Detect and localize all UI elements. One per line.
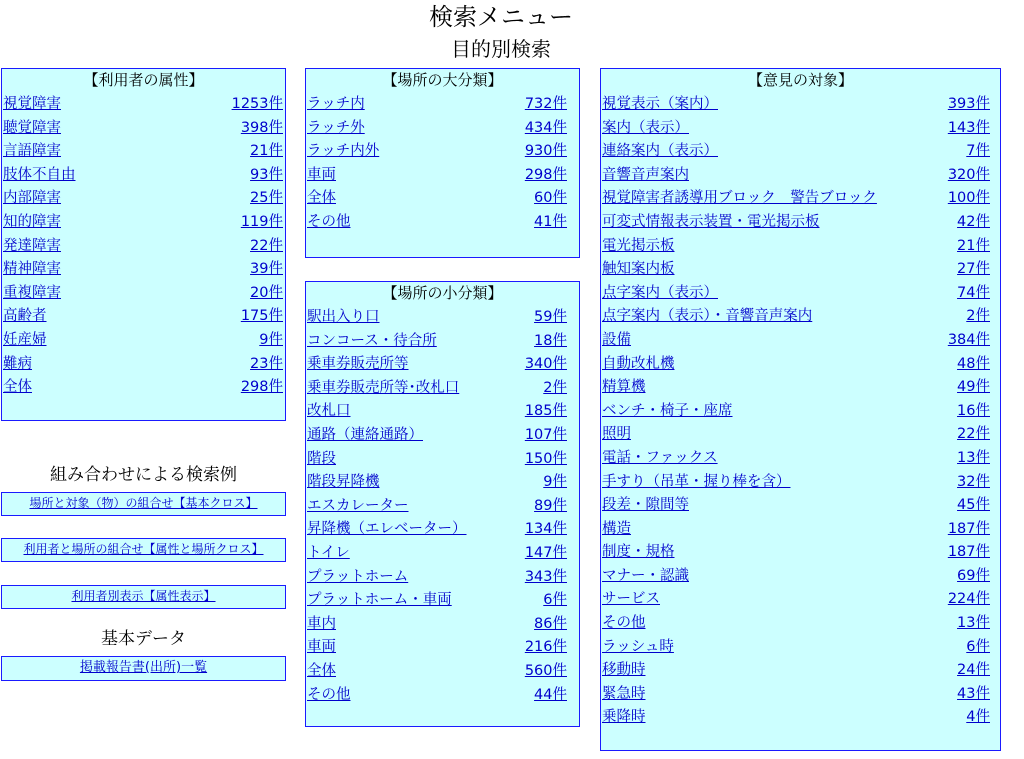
opinion-row	[602, 659, 990, 683]
place-minor-row-link[interactable]: 駅出入り口	[307, 309, 380, 325]
place-minor-row-count[interactable]: 147件	[524, 544, 567, 561]
attribute-row	[3, 353, 283, 377]
attribute-row	[3, 305, 283, 329]
place-minor-row	[307, 400, 567, 424]
opinion-row	[602, 518, 990, 542]
place-minor-row	[307, 495, 567, 519]
place-minor-row-count[interactable]: 2件	[543, 379, 567, 396]
opinion-row	[602, 235, 990, 259]
place-major-row-link[interactable]: その他	[307, 213, 351, 230]
attribute-row	[3, 282, 283, 306]
attribute-row-count[interactable]: 39件	[250, 261, 283, 278]
place-minor-row	[307, 377, 567, 401]
opinion-row-link[interactable]: 可変式情報表示装置・電光掲示板	[602, 213, 820, 230]
report-list-link[interactable]	[1, 656, 286, 681]
attribute-row-count[interactable]: 9件	[259, 331, 283, 348]
place-minor-row	[307, 613, 567, 637]
opinion-row-link[interactable]: 移動時	[602, 662, 646, 679]
attributes-panel	[1, 68, 286, 421]
page-subtitle: 目的別検索	[451, 37, 551, 61]
attribute-row-count[interactable]: 1253件	[231, 96, 283, 112]
opinion-row	[602, 588, 990, 612]
opinion-row	[602, 282, 990, 306]
opinion-row-count[interactable]: 224件	[947, 591, 990, 608]
place-major-row-link[interactable]: ラッチ外	[307, 119, 365, 136]
examples-heading: 組み合わせによる検索例	[50, 465, 237, 485]
attribute-row-link[interactable]: 言語障害	[3, 143, 61, 160]
opinion-row-link[interactable]: 視覚障害者誘導用ブロック 警告ブロック	[602, 190, 877, 207]
example-link-attribute-display[interactable]	[1, 585, 286, 609]
place-minor-row-link[interactable]: 通路（連絡通路）	[307, 426, 423, 443]
place-minor-row	[307, 589, 567, 613]
opinion-row-link[interactable]: 点字案内（表示）	[602, 284, 718, 301]
place-minor-row-link[interactable]: その他	[307, 686, 351, 703]
opinion-row-count[interactable]: 100件	[947, 190, 990, 207]
opinion-heading: 【意見の対象】	[747, 71, 853, 89]
place-minor-row	[307, 424, 567, 448]
report-list-link-text[interactable]: 掲載報告書(出所)一覧	[79, 660, 208, 675]
opinion-list	[602, 93, 990, 730]
opinion-row-link[interactable]: 電光掲示板	[602, 237, 675, 254]
opinion-row-count[interactable]: 21件	[957, 237, 990, 254]
opinion-row-count[interactable]: 13件	[957, 615, 990, 632]
place-minor-row-link[interactable]: 昇降機（エレベーター）	[307, 521, 467, 538]
place-minor-row-count[interactable]: 134件	[524, 521, 567, 538]
opinion-row-count[interactable]: 393件	[947, 96, 990, 112]
opinion-row-count[interactable]: 7件	[966, 143, 990, 160]
place-minor-row	[307, 306, 567, 330]
place-minor-row-count[interactable]: 150件	[524, 450, 567, 467]
opinion-row-count[interactable]: 42件	[957, 213, 990, 230]
place-major-row	[307, 140, 567, 164]
attribute-row	[3, 235, 283, 259]
place-minor-panel	[305, 281, 580, 727]
place-minor-row-count[interactable]: 89件	[534, 497, 567, 514]
opinion-row-count[interactable]: 4件	[966, 709, 990, 726]
place-major-row-count[interactable]: 298件	[524, 166, 567, 183]
opinion-row-count[interactable]: 143件	[947, 119, 990, 136]
opinion-row-link[interactable]: 視覚表示（案内）	[602, 96, 718, 112]
opinion-row-link[interactable]: 制度・規格	[602, 544, 675, 561]
opinion-row	[602, 164, 990, 188]
opinion-row	[602, 471, 990, 495]
place-major-row	[307, 164, 567, 188]
place-major-row-count[interactable]: 434件	[524, 119, 567, 136]
place-minor-row-count[interactable]: 340件	[524, 356, 567, 373]
example-link-basic-cross[interactable]	[1, 492, 286, 516]
opinion-row	[602, 636, 990, 660]
opinion-row	[602, 683, 990, 707]
opinion-row	[602, 423, 990, 447]
attribute-row-count[interactable]: 398件	[240, 119, 283, 136]
place-minor-row-link[interactable]: 改札口	[307, 403, 351, 420]
opinion-row-count[interactable]: 45件	[957, 497, 990, 514]
attribute-row	[3, 117, 283, 141]
place-minor-row-count[interactable]: 86件	[534, 615, 567, 632]
attribute-row-count[interactable]: 25件	[250, 190, 283, 207]
opinion-row-link[interactable]: 緊急時	[602, 685, 646, 702]
opinion-row-link[interactable]: 触知案内板	[602, 261, 675, 278]
attribute-row-count[interactable]: 93件	[250, 166, 283, 183]
place-minor-row	[307, 471, 567, 495]
place-major-row	[307, 93, 567, 117]
opinion-row-link[interactable]: 電話・ファックス	[602, 449, 718, 466]
attribute-row-count[interactable]: 21件	[250, 143, 283, 160]
place-minor-row-count[interactable]: 185件	[524, 403, 567, 420]
place-major-row	[307, 117, 567, 141]
opinion-row-link[interactable]: マナー・認識	[602, 567, 689, 584]
opinion-row	[602, 187, 990, 211]
opinion-row-count[interactable]: 6件	[966, 638, 990, 655]
opinion-row	[602, 447, 990, 471]
attribute-row-link[interactable]: 妊産婦	[3, 331, 47, 348]
attribute-row	[3, 140, 283, 164]
place-minor-row-link[interactable]: 階段昇降機	[307, 474, 380, 491]
attribute-row	[3, 376, 283, 400]
opinion-row-link[interactable]: 案内（表示）	[602, 119, 689, 136]
place-major-row-link[interactable]: 車両	[307, 166, 336, 183]
basic-data-heading: 基本データ	[101, 629, 186, 649]
opinion-row	[602, 706, 990, 730]
opinion-row-count[interactable]: 69件	[957, 567, 990, 584]
opinion-row	[602, 140, 990, 164]
opinion-row-count[interactable]: 13件	[957, 449, 990, 466]
attribute-row-count[interactable]: 23件	[250, 355, 283, 372]
place-minor-row-count[interactable]: 343件	[524, 568, 567, 585]
place-minor-row-count[interactable]: 216件	[524, 639, 567, 656]
place-minor-list	[307, 306, 567, 707]
opinion-row	[602, 376, 990, 400]
place-major-row-count[interactable]: 732件	[524, 96, 567, 112]
page-title: 検索メニュー	[429, 3, 573, 31]
opinion-row	[602, 612, 990, 636]
place-minor-row-link[interactable]: プラットホーム・車両	[307, 592, 452, 609]
opinion-row	[602, 211, 990, 235]
attribute-row	[3, 164, 283, 188]
opinion-row	[602, 541, 990, 565]
opinion-row	[602, 565, 990, 589]
opinion-row-count[interactable]: 22件	[957, 426, 990, 443]
opinion-row-link[interactable]: 構造	[602, 520, 631, 537]
attribute-row-link[interactable]: 肢体不自由	[3, 166, 76, 183]
attributes-heading: 【利用者の属性】	[83, 71, 204, 89]
opinion-row-count[interactable]: 43件	[957, 685, 990, 702]
opinion-row-count[interactable]: 320件	[947, 166, 990, 183]
place-minor-row-link[interactable]: エスカレーター	[307, 497, 409, 514]
place-minor-row	[307, 636, 567, 660]
opinion-row-link[interactable]: 点字案内（表示）・音響音声案内	[602, 308, 813, 325]
opinion-row	[602, 305, 990, 329]
place-minor-row	[307, 448, 567, 472]
opinion-row-link[interactable]: 照明	[602, 426, 631, 443]
place-minor-row-link[interactable]: 車両	[307, 639, 336, 656]
attribute-row	[3, 258, 283, 282]
place-minor-row	[307, 660, 567, 684]
place-minor-row-count[interactable]: 9件	[543, 474, 567, 491]
attribute-row-link[interactable]: 精神障害	[3, 261, 61, 278]
opinion-row-link[interactable]: サービス	[602, 591, 660, 608]
opinion-row-count[interactable]: 2件	[966, 308, 990, 325]
place-major-panel	[305, 68, 580, 258]
example-link-attribute-place-cross-text[interactable]: 利用者と場所の組合せ【属性と場所クロス】	[23, 542, 264, 556]
place-minor-row-link[interactable]: 全体	[307, 662, 336, 679]
attribute-row-link[interactable]: 全体	[3, 379, 32, 396]
opinion-row	[602, 400, 990, 424]
attribute-row-link[interactable]: 発達障害	[3, 237, 61, 254]
place-minor-row	[307, 330, 567, 354]
opinion-row-link[interactable]: 連絡案内（表示）	[602, 143, 718, 160]
place-major-row	[307, 187, 567, 211]
opinion-row	[602, 353, 990, 377]
attribute-row	[3, 329, 283, 353]
place-major-list	[307, 93, 567, 235]
opinion-row-link[interactable]: 設備	[602, 331, 631, 348]
place-major-row-count[interactable]: 930件	[524, 143, 567, 160]
opinion-row-count[interactable]: 187件	[947, 520, 990, 537]
attribute-row-link[interactable]: 視覚障害	[3, 96, 61, 112]
place-minor-row-count[interactable]: 18件	[534, 332, 567, 349]
opinion-row-count[interactable]: 49件	[957, 379, 990, 396]
opinion-row	[602, 329, 990, 353]
place-minor-row	[307, 353, 567, 377]
attribute-row-count[interactable]: 20件	[250, 284, 283, 301]
attribute-row	[3, 211, 283, 235]
opinion-row-link[interactable]: 音響音声案内	[602, 166, 689, 183]
opinion-row-link[interactable]: ベンチ・椅子・座席	[602, 402, 733, 419]
place-major-row	[307, 211, 567, 235]
place-minor-row-count[interactable]: 560件	[524, 662, 567, 679]
place-minor-row-link[interactable]: 階段	[307, 450, 336, 467]
attribute-row-count[interactable]: 22件	[250, 237, 283, 254]
place-major-row-count[interactable]: 41件	[534, 213, 567, 230]
place-minor-row-link[interactable]: トイレ	[307, 544, 350, 561]
opinion-row-link[interactable]: 手すり（吊革・握り棒を含）	[602, 473, 791, 490]
place-major-row-link[interactable]: ラッチ内外	[307, 143, 380, 160]
attribute-row-link[interactable]: 聴覚障害	[3, 119, 61, 136]
place-minor-row-link[interactable]: プラットホーム	[307, 568, 409, 585]
place-minor-row-link[interactable]: 乗車券販売所等	[307, 356, 409, 373]
opinion-row-count[interactable]: 27件	[957, 261, 990, 278]
place-minor-row-link[interactable]: コンコース・待合所	[307, 332, 437, 349]
place-minor-row	[307, 566, 567, 590]
attribute-row-link[interactable]: 知的障害	[3, 213, 61, 230]
opinion-row-link[interactable]: 精算機	[602, 379, 646, 396]
place-minor-row	[307, 684, 567, 708]
opinion-row-count[interactable]: 16件	[957, 402, 990, 419]
opinion-row	[602, 93, 990, 117]
attribute-row-count[interactable]: 298件	[240, 379, 283, 396]
opinion-row-count[interactable]: 74件	[957, 284, 990, 301]
attribute-row-link[interactable]: 高齢者	[3, 308, 47, 325]
opinion-row-count[interactable]: 48件	[957, 355, 990, 372]
opinion-row-count[interactable]: 32件	[957, 473, 990, 490]
opinion-row-link[interactable]: ラッシュ時	[602, 638, 674, 655]
place-minor-row-link[interactable]: 乗車券販売所等･改札口	[307, 379, 460, 396]
opinion-row-link[interactable]: 段差・隙間等	[602, 497, 689, 514]
place-minor-row-count[interactable]: 107件	[524, 426, 567, 443]
attribute-row-count[interactable]: 119件	[240, 213, 283, 230]
place-minor-row-count[interactable]: 44件	[534, 686, 567, 703]
place-major-row-link[interactable]: ラッチ内	[307, 96, 365, 112]
attribute-row	[3, 93, 283, 117]
place-minor-row	[307, 542, 567, 566]
opinion-row-link[interactable]: その他	[602, 615, 646, 632]
place-minor-heading: 【場所の小分類】	[382, 284, 503, 302]
place-minor-row-count[interactable]: 59件	[534, 309, 567, 325]
place-minor-row-link[interactable]: 車内	[307, 615, 336, 632]
example-link-attribute-place-cross[interactable]	[1, 538, 286, 562]
attribute-row-link[interactable]: 難病	[3, 355, 32, 372]
place-minor-row	[307, 518, 567, 542]
opinion-row	[602, 258, 990, 282]
opinion-row-count[interactable]: 24件	[957, 662, 990, 679]
place-minor-row-count[interactable]: 6件	[543, 592, 567, 609]
opinion-row	[602, 117, 990, 141]
attribute-row-link[interactable]: 重複障害	[3, 284, 61, 301]
opinion-row-count[interactable]: 384件	[947, 331, 990, 348]
opinion-row-link[interactable]: 自動改札機	[602, 355, 675, 372]
opinion-row-count[interactable]: 187件	[947, 544, 990, 561]
attribute-row-link[interactable]: 内部障害	[3, 190, 61, 207]
place-major-heading: 【場所の大分類】	[382, 71, 503, 89]
attributes-list	[3, 93, 283, 400]
attribute-row	[3, 187, 283, 211]
attribute-row-count[interactable]: 175件	[240, 308, 283, 325]
example-link-basic-cross-text[interactable]: 場所と対象（物）の組合せ【基本クロス】	[29, 496, 258, 510]
example-link-attribute-display-text[interactable]: 利用者別表示【属性表示】	[71, 589, 216, 603]
opinion-panel	[600, 68, 1001, 751]
opinion-row	[602, 494, 990, 518]
place-major-row-link[interactable]: 全体	[307, 190, 336, 207]
opinion-row-link[interactable]: 乗降時	[602, 709, 646, 726]
place-major-row-count[interactable]: 60件	[534, 190, 567, 207]
